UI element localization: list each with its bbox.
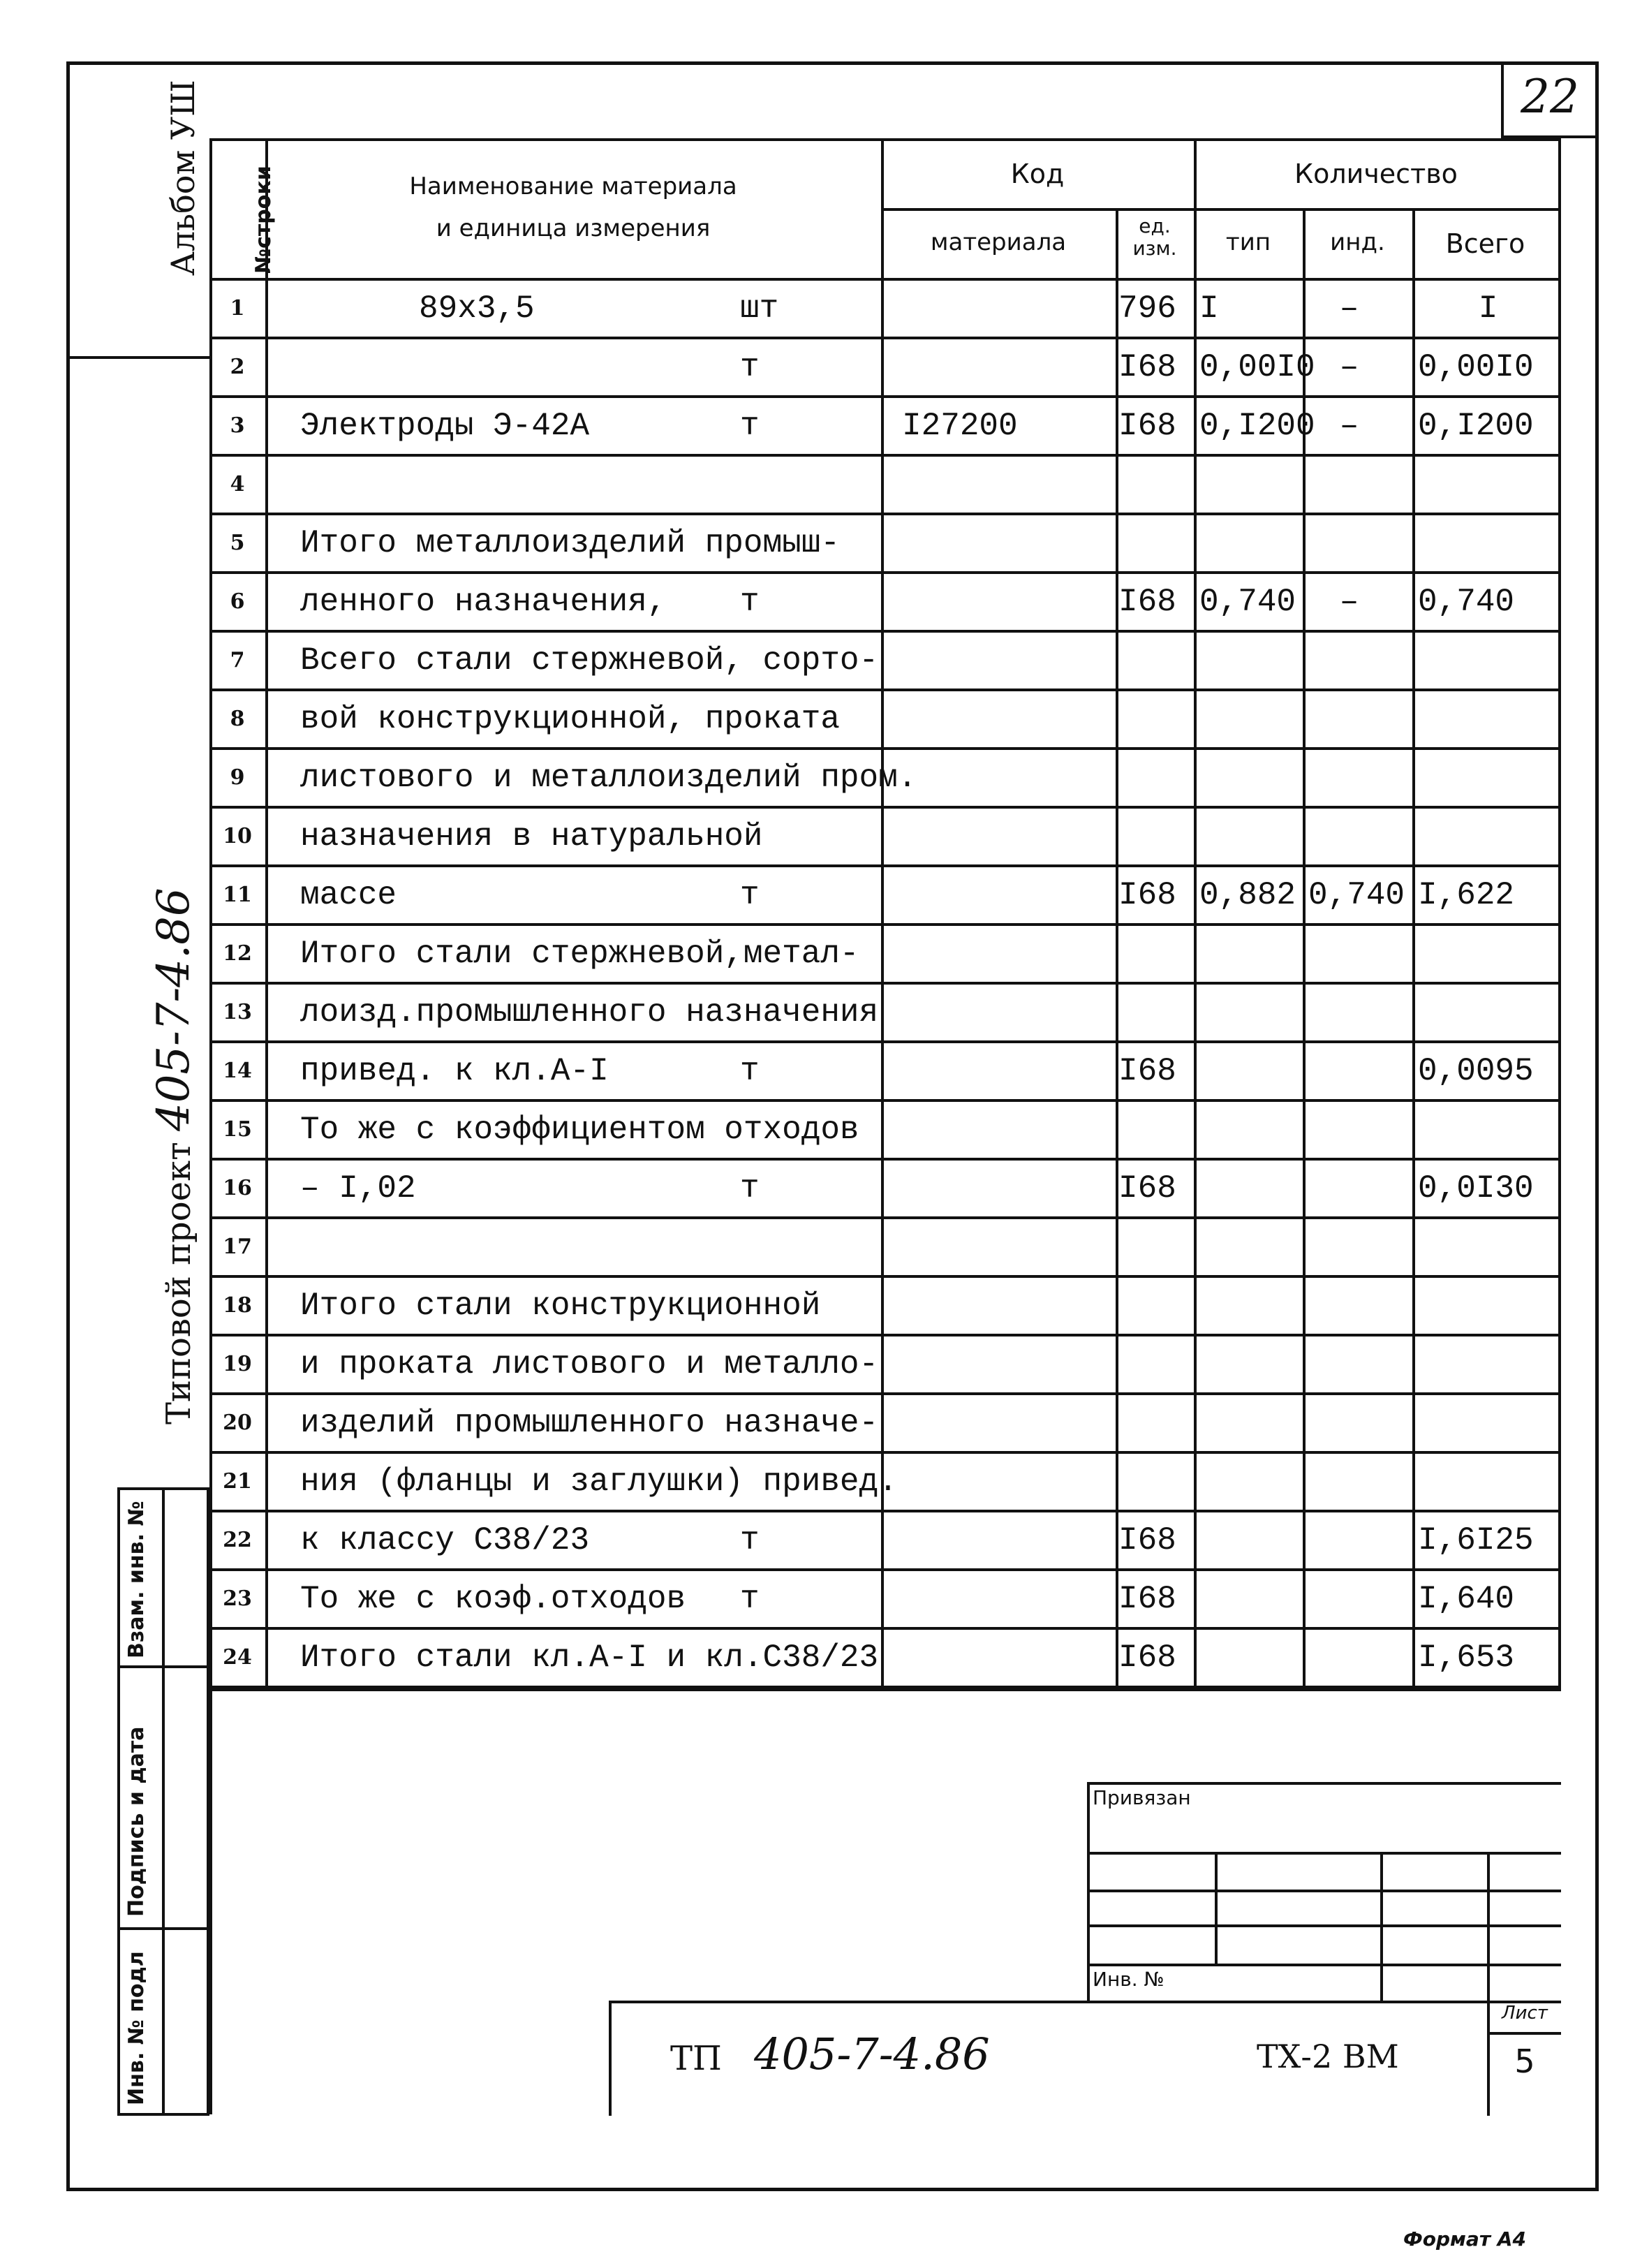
material-name: лоизд.промышленного назначения: [300, 994, 879, 1031]
sheet-label: Лист: [1502, 2003, 1548, 2024]
binding-vrule: [1380, 1852, 1383, 2002]
row-number: 18: [223, 1293, 252, 1318]
material-name: То же с коэффициентом отходов: [300, 1112, 859, 1148]
project-label: Типовой проект: [159, 1142, 198, 1424]
row-number: 13: [223, 1000, 252, 1024]
material-name: массе: [300, 877, 397, 913]
row-number: 24: [223, 1645, 252, 1670]
binding-rule: [1087, 1924, 1561, 1927]
qty-ind: –: [1339, 349, 1359, 385]
row-number: 1: [230, 296, 245, 321]
inv-no-label: Инв. №: [1093, 1968, 1164, 1991]
unit-name: т: [740, 584, 760, 620]
row-number: 17: [223, 1235, 252, 1259]
material-name: Всего стали стержневой, сорто-: [300, 642, 879, 679]
row-number: 9: [230, 765, 245, 790]
header-qty-ind: инд.: [1330, 228, 1385, 256]
header-qty-type: тип: [1225, 228, 1271, 256]
qty-total: I: [1478, 290, 1498, 327]
material-name: Итого стали стержневой,метал-: [300, 936, 859, 972]
qty-total: 0,0I30: [1418, 1170, 1534, 1207]
unit-name: т: [740, 349, 760, 385]
qty-type: 0,I200: [1199, 408, 1315, 444]
qty-type: 0,740: [1199, 584, 1296, 620]
qty-ind: –: [1339, 584, 1359, 620]
unit-code: I68: [1118, 1053, 1176, 1089]
format-label: Формат А4: [1403, 2228, 1526, 2251]
row-number: 12: [223, 941, 252, 966]
unit-code: I68: [1118, 1170, 1176, 1207]
qty-total: I,6I25: [1418, 1522, 1534, 1559]
qty-total: 0,I200: [1418, 408, 1534, 444]
material-name: ния (фланцы и заглушки) привед.: [300, 1464, 898, 1500]
material-name: листового и металлоизделий пром.: [300, 760, 917, 796]
material-name: Итого стали кл.А-I и кл.С38/23: [300, 1640, 879, 1676]
row-number: 20: [223, 1411, 252, 1435]
header-code: Код: [1010, 159, 1065, 189]
row-number: 15: [223, 1117, 252, 1142]
unit-name: т: [740, 1053, 760, 1089]
row-number: 10: [223, 824, 252, 848]
binding-rule: [1087, 1964, 1561, 1966]
material-name: назначения в натуральной: [300, 818, 763, 855]
unit-code: I68: [1118, 584, 1176, 620]
material-name: ленного назначения,: [300, 584, 667, 620]
material-name: изделий промышленного назначе-: [300, 1405, 879, 1441]
table-bottom-rule: [209, 1688, 1561, 1691]
tp-prefix: ТП: [670, 2039, 722, 2078]
page-number: 22: [1521, 70, 1579, 124]
qty-ind: –: [1339, 290, 1359, 327]
qty-ind: 0,740: [1308, 877, 1405, 913]
row-number: 21: [223, 1469, 252, 1494]
unit-name: т: [740, 1581, 760, 1617]
binding-vrule: [1215, 1852, 1218, 1964]
header-quantity: Количество: [1294, 159, 1458, 189]
material-name: 89х3,5: [419, 290, 535, 327]
qty-total: 0,740: [1418, 584, 1515, 620]
tp-code: 405-7-4.86: [754, 2028, 990, 2079]
header-code-unit: ед. изм.: [1132, 214, 1177, 260]
row-number: 23: [223, 1586, 252, 1611]
qty-total: I,640: [1418, 1581, 1515, 1617]
binding-rule: [1087, 1890, 1561, 1892]
unit-code: I68: [1118, 1640, 1176, 1676]
qty-ind: –: [1339, 408, 1359, 444]
sheet-rule: [1487, 2032, 1561, 2035]
material-code: I27200: [902, 408, 1018, 444]
qty-type: I: [1199, 290, 1219, 327]
binding-vrule: [1487, 1852, 1490, 2002]
binding-label: Привязан: [1093, 1786, 1191, 1809]
material-name: Итого металлоизделий промыш-: [300, 525, 840, 561]
qty-type: 0,882: [1199, 877, 1296, 913]
row-number: 5: [230, 531, 245, 555]
qty-total: I,622: [1418, 877, 1515, 913]
row-number: 7: [230, 648, 245, 672]
row-number: 22: [223, 1528, 252, 1552]
material-name: и проката листового и металло-: [300, 1346, 879, 1383]
row-number: 2: [230, 355, 245, 379]
row-number: 6: [230, 589, 245, 614]
qty-total: 0,00I0: [1418, 349, 1534, 385]
material-name: – I,02: [300, 1170, 416, 1207]
header-name: Наименование материала: [409, 172, 737, 200]
row-number: 11: [223, 883, 252, 907]
row-number: 4: [230, 472, 245, 496]
unit-code: 796: [1118, 290, 1176, 327]
material-name: Итого стали конструкционной: [300, 1288, 821, 1324]
unit-name: т: [740, 1522, 760, 1559]
unit-code: I68: [1118, 349, 1176, 385]
row-number: 3: [230, 413, 245, 438]
unit-code: I68: [1118, 1581, 1176, 1617]
qty-total: I,653: [1418, 1640, 1515, 1676]
header-name-line2: и единица измерения: [436, 214, 711, 242]
unit-name: т: [740, 877, 760, 913]
unit-code: I68: [1118, 408, 1176, 444]
unit-code: I68: [1118, 1522, 1176, 1559]
table-row: [209, 1218, 1558, 1276]
vzam-inv-label: Взам. инв. №: [124, 1501, 149, 1658]
unit-name: т: [740, 408, 760, 444]
row-number: 14: [223, 1059, 252, 1083]
qty-type: 0,00I0: [1199, 349, 1315, 385]
table-row: [209, 455, 1558, 514]
material-name: То же с коэф.отходов: [300, 1581, 686, 1617]
row-number: 19: [223, 1352, 252, 1376]
qty-total: 0,0095: [1418, 1053, 1534, 1089]
unit-code: I68: [1118, 877, 1176, 913]
table-top-rule: [209, 138, 1561, 141]
binding-rule: [1087, 1852, 1561, 1855]
header-mid-rule: [881, 208, 1561, 211]
doc-code: ТХ-2 ВМ: [1257, 2038, 1399, 2075]
material-name: Электроды Э-42А: [300, 408, 590, 444]
row-number: 8: [230, 707, 245, 731]
header-row-no: №строки: [251, 165, 276, 274]
header-code-material: материала: [930, 228, 1067, 256]
album-label: Альбом УШ: [164, 80, 202, 276]
side-strip-top-rule: [66, 356, 212, 359]
signature-date-label: Подпись и дата: [124, 1726, 149, 1917]
material-name: к классу С38/23: [300, 1522, 590, 1559]
inv-podl-label: Инв. № подл: [124, 1951, 149, 2105]
material-name: привед. к кл.А-I: [300, 1053, 609, 1089]
unit-name: т: [740, 1170, 760, 1207]
unit-name: шт: [740, 290, 779, 327]
material-name: вой конструкционной, проката: [300, 701, 840, 737]
side-box-vrule: [162, 1487, 165, 2116]
project-code-side: 405-7-4.86: [148, 888, 200, 1131]
sheet-number: 5: [1514, 2042, 1535, 2080]
column-rule: [1558, 138, 1561, 1688]
row-number: 16: [223, 1176, 252, 1200]
header-qty-total: Всего: [1445, 228, 1525, 259]
title-box: [609, 2001, 1561, 2116]
